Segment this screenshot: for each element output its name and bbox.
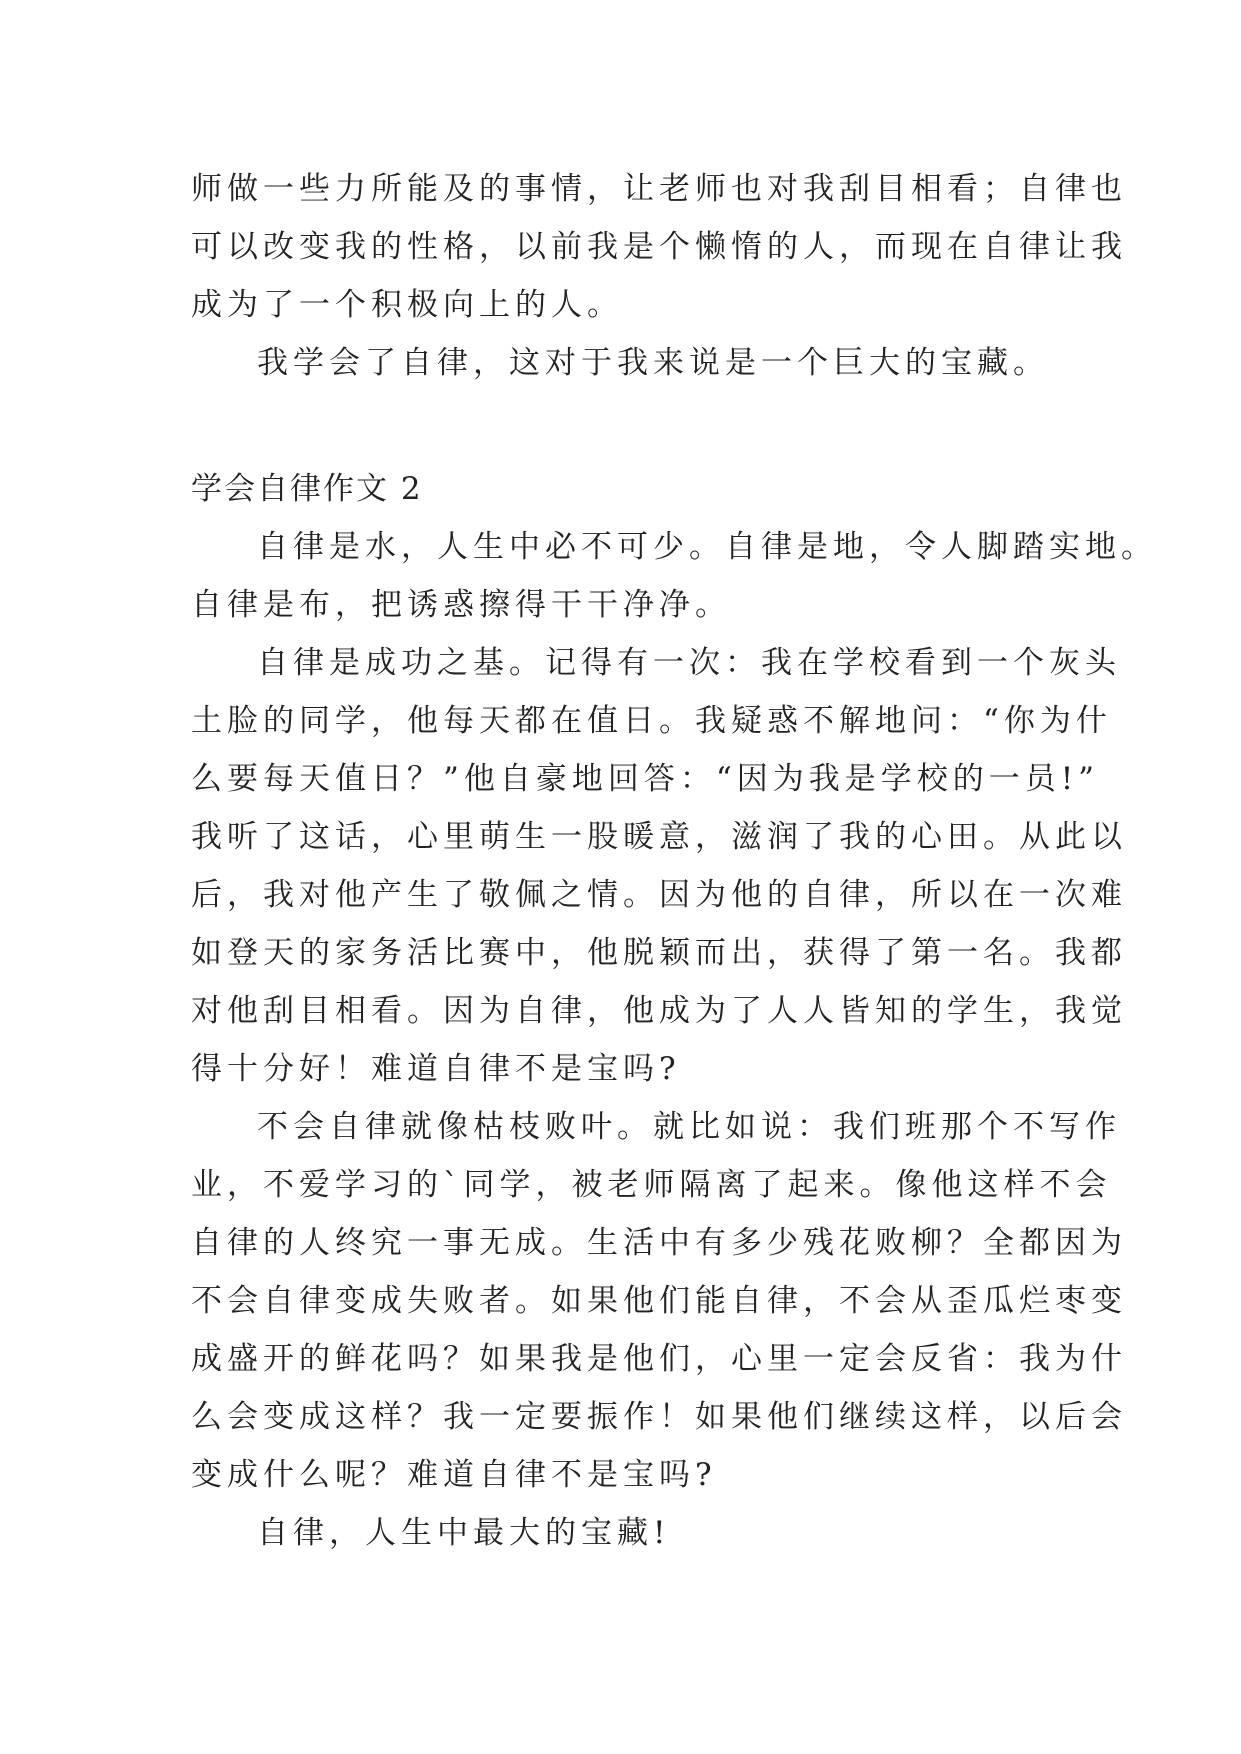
text-line: 对他刮目相看。因为自律，他成为了人人皆知的学生，我觉 [191,993,1127,1029]
text-line: 自律是水，人生中必不可少。自律是地，令人脚踏实地。 [257,529,1157,565]
essay-paragraph-4 [191,1504,1061,1562]
document-page [191,160,1157,1562]
continuation-paragraph [191,160,1127,334]
text-line: 土脸的同学，他每天都在值日。我疑惑不解地问：“你为什 [191,703,1112,739]
text-line: 师做一些力所能及的事情，让老师也对我刮目相看；自律也 [191,171,1127,207]
text-line: 业，不爱学习的`同学，被老师隔离了起来。像他这样不会 [191,1167,1112,1203]
text-line: 成为了一个积极向上的人。 [191,287,623,323]
text-line: 可以改变我的性格，以前我是个懒惰的人，而现在自律让我 [191,229,1127,265]
text-line: 变成什么呢？难道自律不是宝吗? [191,1457,717,1493]
text-line: 成盛开的鲜花吗？如果我是他们，心里一定会反省：我为什 [191,1341,1127,1377]
text-line: 自律的人终究一事无成。生活中有多少残花败柳？全都因为 [191,1225,1127,1261]
text-line: 我听了这话，心里萌生一股暖意，滋润了我的心田。从此以 [191,819,1127,855]
text-line: 不会自律变成失败者。如果他们能自律，不会从歪瓜烂枣变 [191,1283,1127,1319]
essay-paragraph-3 [191,1098,1127,1504]
essay-paragraph-2 [191,634,1127,1098]
essay-paragraph-1 [191,518,1157,634]
text-line: 自律，人生中最大的宝藏! [257,1515,671,1551]
text-line: 得十分好！难道自律不是宝吗? [191,1051,681,1087]
text-line: 么会变成这样？我一定要振作！如果他们继续这样，以后会 [191,1399,1127,1435]
closing-paragraph [191,334,1061,392]
section-gap [191,392,1061,460]
essay-title: 学会自律作文 2 [191,471,423,507]
text-line: 自律是成功之基。记得有一次：我在学校看到一个灰头 [257,645,1121,681]
text-line: 如登天的家务活比赛中，他脱颖而出，获得了第一名。我都 [191,935,1127,971]
text-line: 后，我对他产生了敬佩之情。因为他的自律，所以在一次难 [191,877,1127,913]
text-line: 不会自律就像枯枝败叶。就比如说：我们班那个不写作 [257,1109,1121,1145]
text-line: 自律是布，把诱惑擦得干干净净。 [191,587,731,623]
text-line: 么要每天值日？”他自豪地回答：“因为我是学校的一员!” [191,761,1099,797]
text-line: 我学会了自律，这对于我来说是一个巨大的宝藏。 [257,345,1049,381]
